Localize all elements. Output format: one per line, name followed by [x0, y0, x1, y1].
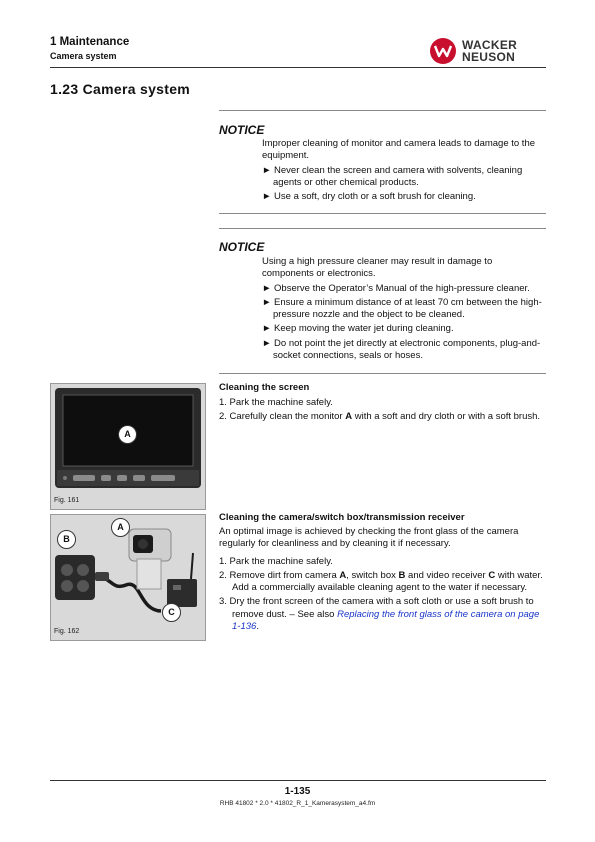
figure-label: Fig. 161	[54, 497, 80, 504]
footer-divider	[50, 780, 546, 781]
step-note: Add a commercially available cleaning agent to the water if necessary.	[232, 582, 528, 594]
ref-a: A	[345, 411, 353, 423]
ref-b: B	[398, 569, 406, 581]
screen-heading: Cleaning the screen	[219, 382, 310, 393]
callout-b: B	[57, 530, 76, 549]
notice1-heading: NOTICE	[219, 123, 265, 137]
step-text: , switch box	[346, 569, 399, 581]
step-text: 3. Dry the front screen of the camera with a soft cloth or use a soft brush to remove dust. – See also	[219, 596, 534, 620]
ref-a: A	[339, 569, 347, 581]
notice1-bottom-rule	[219, 213, 546, 214]
step-text: with water.	[495, 569, 543, 581]
notice1-bullet: ► Use a soft, dry cloth or a soft brush for cleaning.	[262, 191, 476, 203]
logo-text-neuson: NEUSON	[462, 50, 516, 64]
step-item	[219, 570, 546, 582]
screen-steps	[219, 397, 546, 424]
section-title: Camera system	[50, 51, 117, 61]
step-item	[219, 411, 546, 423]
camera-intro: An optimal image is achieved by checking the front glass of the camera regularly for cleanliness and by cleaning it if necessary.	[219, 526, 519, 550]
page-number: 1-135	[284, 786, 311, 797]
notice2-top-rule	[219, 228, 546, 229]
notice1-text: Improper cleaning of monitor and camera leads to damage to the equipment.	[262, 138, 536, 162]
cross-reference-link[interactable]: Replacing the front glass of the camera on page 1-136	[232, 608, 540, 633]
step-text: .	[256, 621, 259, 633]
notice2-bullet: ► Keep moving the water jet during cleaning.	[262, 323, 454, 335]
camera-section	[219, 526, 546, 633]
step-item	[219, 596, 546, 633]
step-item: 1. Park the machine safely.	[219, 397, 333, 408]
figure-162	[50, 514, 206, 641]
figure-label: Fig. 162	[54, 628, 80, 635]
callout-c: C	[162, 603, 181, 622]
notice2-bullet: ► Observe the Operator’s Manual of the high-pressure cleaner.	[262, 282, 530, 294]
notice1-bullet: ► Never clean the screen and camera with solvents, cleaning agents or other chemical products.	[262, 164, 523, 188]
notice1-body	[262, 138, 544, 203]
callout-a: A	[111, 518, 130, 537]
step-text: and video receiver	[405, 569, 489, 581]
document-id: RHB 41802 * 2.0 * 41802_R_1_Kamerasystem_a4.fm	[219, 800, 376, 807]
step-text: with a soft and dry cloth or with a soft brush.	[352, 411, 541, 423]
notice1-top-rule	[219, 110, 546, 111]
callout-a: A	[118, 425, 137, 444]
notice2-bullet: ► Do not point the jet directly at electronic components, plug-and-socket connections, seals or hoses.	[262, 337, 541, 362]
camera-heading: Cleaning the camera/switch box/transmission receiver	[219, 512, 465, 523]
step-text: 2. Remove dirt from camera	[219, 569, 340, 581]
logo-w-icon	[430, 38, 456, 64]
header-divider	[50, 67, 546, 68]
notice2-bottom-rule	[219, 373, 546, 374]
notice2-bullet: ► Ensure a minimum distance of at least 70 cm between the high-pressure nozzle and the object to be cleaned.	[262, 296, 542, 321]
step-text: 2. Carefully clean the monitor	[219, 411, 346, 423]
notice2-body	[262, 256, 544, 362]
figure-161	[50, 383, 206, 510]
brand-logo	[430, 38, 545, 66]
notice2-text: Using a high pressure cleaner may result in damage to components or electronics.	[262, 256, 493, 280]
step-item: 1. Park the machine safely.	[219, 555, 333, 567]
notice2-heading: NOTICE	[219, 240, 265, 254]
chapter-title: 1 Maintenance	[50, 36, 130, 48]
ref-c: C	[488, 569, 496, 581]
logo-text-wacker: WACKER	[462, 38, 518, 52]
page-title: 1.23 Camera system	[50, 81, 191, 97]
